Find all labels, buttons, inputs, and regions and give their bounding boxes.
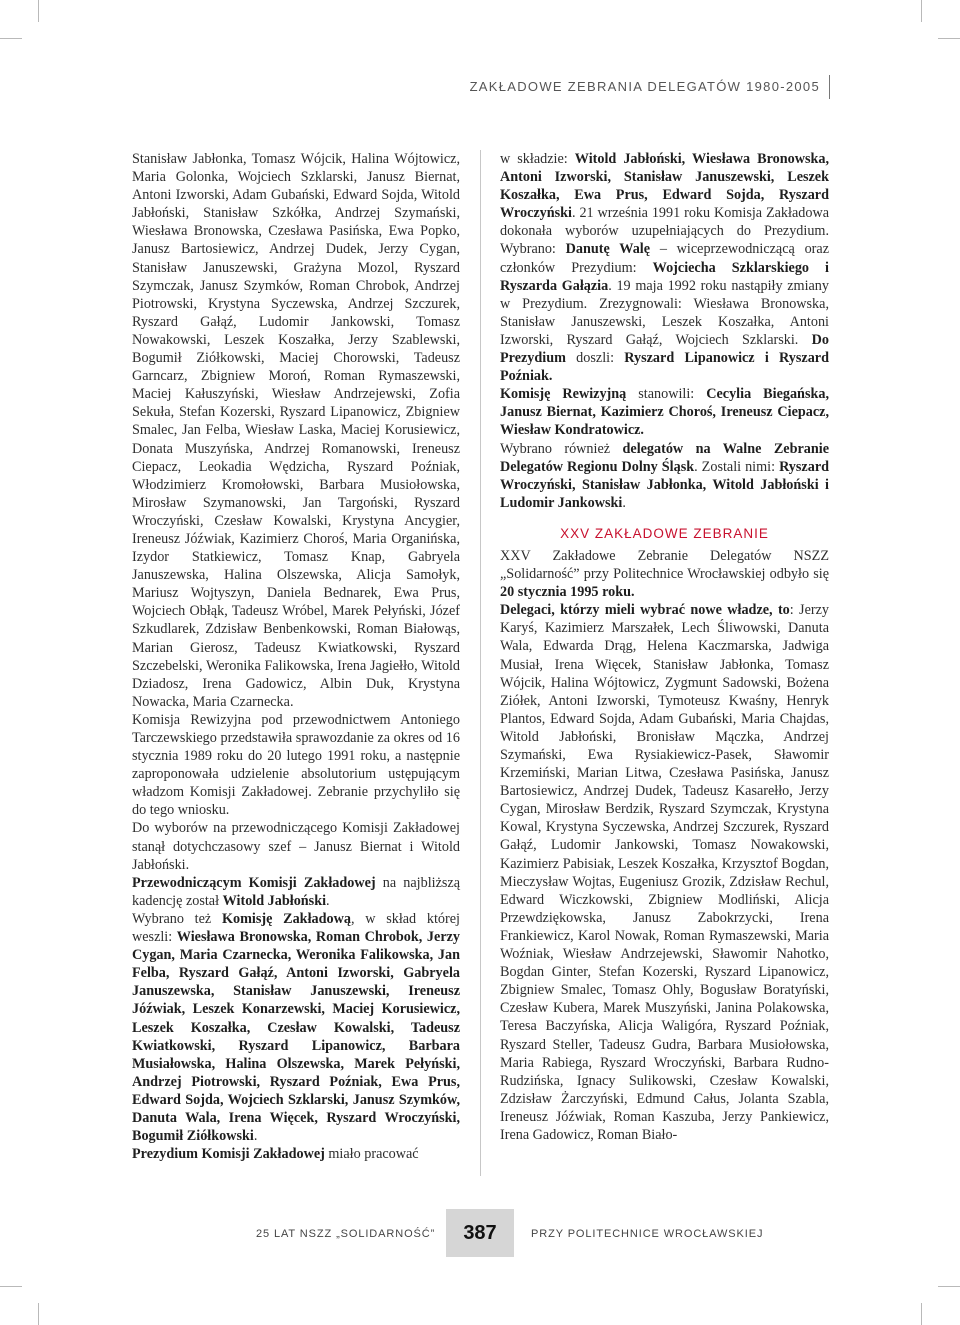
footer-right-text: PRZY POLITECHNICE WROCŁAWSKIEJ [531, 1228, 764, 1240]
meeting-date-paragraph [500, 547, 829, 601]
body-text: . [622, 494, 626, 511]
right-column [500, 150, 829, 1144]
body-text: . [253, 1128, 258, 1145]
body-text: XXV Zakładowe Zebranie Delegatów NSZZ „Solidarność” przy Politechnice Wrocławskiej odbyło się [500, 547, 829, 583]
bold-text: Prezydium Komisji Zakładowej [132, 1146, 325, 1163]
bold-text: delegatów na Walne Zebranie Delegatów Regionu Dolny Śląsk [500, 440, 829, 475]
bold-text: Wiesława Bronowska, Roman Chrobok, Jerzy Cygan, Maria Czarnecka, Weronika Falikowska, Jan Felba, Ryszard Gałąź, Antoni Izworski, Gabryela Januszewska, Stanisław Januszewski, Ireneusz Jóźwiak, Leszek Konarzewski, Maciej Korusiewicz, Leszek Koszałka, Czesław Kowalski, Tadeusz Kwiatkowski, Ryszard Lipanowicz, Barbara Musiałowska, Halina Olszewska, Marek Pełyński, Andrzej Piotrowski, Ryszard Poźniak, Ewa Prus, Edward Sojda, Wojciech Szklarski, Janusz Szymków, Danuta Wala, Irena Więcek, Ryszard Wroczyński, Bogumił Ziółkowski [132, 929, 461, 1145]
section-heading: XXV ZAKŁADOWE ZEBRANIE [560, 525, 769, 541]
presidium-paragraph [132, 1145, 460, 1163]
chair-election-paragraph: Do wyborów na przewodniczącego Komisji Zakładowej stanął dotychczasowy szef – Janusz Biernat i Witold Jabłoński. [132, 820, 460, 873]
crop-mark [0, 38, 22, 39]
body-text: – wiceprzewodniczącą oraz członków Prezydium: [500, 241, 829, 276]
body-text: stanowili: [626, 386, 707, 403]
bold-text: Cecylia Biegańska, Janusz Biernat, Kazimierz Choroś, Ireneusz Ciepacz, Wiesław Kondratowicz. [500, 386, 829, 439]
bold-text: Przewodniczącym Komisji Zakładowej [132, 874, 376, 891]
header-divider [829, 75, 830, 99]
bold-text: Ryszard Lipanowicz i Ryszard Poźniak. [500, 350, 829, 385]
left-column [132, 150, 460, 1163]
presidium-members-paragraph [500, 150, 829, 385]
crop-mark [921, 1303, 922, 1325]
body-text: miało pracować [324, 1146, 419, 1163]
delegates-1995-paragraph [500, 601, 829, 1144]
audit-members-paragraph [500, 385, 829, 439]
audit-committee-paragraph: Komisja Rewizyjna pod przewodnictwem Antoniego Tarczewskiego przedstawiła sprawozdanie za okres od 16 stycznia 1989 roku do 20 lutego 1991 roku, a następnie zaproponowała udzielenie absolutorium ustępującym władzom Komisji Zakładowej. Zebranie przychyliło się do tego wniosku. [132, 711, 460, 819]
bold-text: Witold Jabłoński, Wiesława Bronowska, Antoni Izworski, Stanisław Januszewski, Leszek Koszałka, Ewa Prus, Edward Sojda, Ryszard Wroczyński [500, 151, 830, 222]
crop-mark [0, 1286, 22, 1287]
bold-text: Ryszard Wroczyński, Stanisław Jabłonka, Witold Jabłoński i Ludomir Jankowski [500, 458, 830, 511]
bold-text: Komisję Zakładową [221, 910, 351, 927]
body-text: . 21 września 1991 roku Komisja Zakładowa dokonała wyborów uzupełniających do Prezydium. Wybrano: [500, 205, 829, 258]
bold-text: Delegaci, którzy mieli wybrać nowe władze, to [500, 602, 790, 619]
crop-mark [38, 1303, 39, 1325]
delegates-list-paragraph: Stanisław Jabłonka, Tomasz Wójcik, Halina Wójtowicz, Maria Golonka, Wojciech Szklarski, Janusz Biernat, Antoni Izworski, Adam Gubański, Edward Sojda, Witold Jabłoński, Stanisław Szkółka, Andrzej Szymański, Wiesława Bronowska, Czesława Pasińska, Ewa Popko, Janusz Bartosiewicz, Andrzej Dudek, Jerzy Cygan, Stanisław Januszewski, Grażyna Mozol, Ryszard Szymczak, Janusz Szymków, Roman Chrobok, Andrzej Piotrowski, Krystyna Syczewska, Andrzej Szczurek, Ryszard Gałąź, Ludomir Jankowski, Tomasz Nowakowski, Leszek Koszałka, Jerzy Szablewski, Bogumił Ziółkowski, Maciej Chorowski, Tadeusz Garncarz, Zbigniew Moroń, Roman Rymaszewski, Maciej Kałuszyński, Wiesław Andrzejewski, Zofia Sekuła, Stefan Kozerski, Ryszard Lipanowicz, Zbigniew Smalec, Jan Felba, Wiesław Laska, Maciej Korusiewicz, Donata Muszyńska, Andrzej Romanowski, Ireneusz Ciepacz, Leokadia Wędzicha, Ryszard Poźniak, Włodzimierz Kromołowski, Barbara Musiołowska, Mirosław Szymanowski, Jan Targoński, Ryszard Wroczyński, Czesław Kowalski, Krystyna Ancygier, Ireneusz Jóźwiak, Kazimierz Choroś, Maria Organińska, Izydor Statkiewicz, Tomasz Knap, Gabryela Januszewska, Halina Olszewska, Alicja Samołyk, Mariusz Wojtyszyn, Daniela Bednarek, Ewa Prus, Wojciech Obłąk, Tadeusz Wróbel, Marek Pełyński, Józef Szkudlarek, Zdzisław Benbenkowski, Roman Białowąs, Marian Gierosz, Tadeusz Kwiatkowski, Ryszard Szczebelski, Weronika Falikowska, Irena Jagiełło, Witold Dziadosz, Irena Gadowicz, Albin Duk, Krystyna Nowacka, Maria Czarnecka. [132, 151, 460, 710]
crop-mark [938, 1286, 960, 1287]
bold-text: 20 stycznia 1995 roku. [500, 584, 635, 601]
committee-members-paragraph [132, 910, 460, 1145]
body-text: . [326, 892, 330, 909]
crop-mark [38, 0, 39, 22]
chair-result-paragraph [132, 874, 460, 910]
body-text: . 19 maja 1992 roku nastąpiły zmiany w Prezydium. Zrezygnowali: Wiesława Bronowska, Stanisław Januszewski, Leszek Koszałka, Antoni Izworski, Ryszard Gałąź, Wojciech Szklarski. [500, 277, 829, 348]
crop-mark [921, 0, 922, 22]
bold-text: Wojciecha Szklarskiego i Ryszarda Gałązia [500, 259, 829, 294]
footer-left-text: 25 LAT NSZZ „SOLIDARNOŚĆ” [256, 1228, 436, 1240]
column-divider [480, 150, 481, 1176]
bold-text: Danutę Walę [565, 241, 651, 258]
body-text: na najbliższą kadencję został [132, 874, 460, 909]
bold-text: Do Prezydium [500, 331, 829, 367]
body-text: doszli: [565, 350, 625, 367]
page-number: 387 [446, 1209, 514, 1257]
body-text: . Zostali nimi: [694, 458, 780, 475]
bold-text: Witold Jabłoński [222, 892, 327, 909]
running-header: ZAKŁADOWE ZEBRANIA DELEGATÓW 1980-2005 [469, 79, 820, 94]
crop-mark [938, 38, 960, 39]
body-text: Wybrano też [132, 910, 222, 927]
body-text: Wybrano również [500, 440, 623, 457]
body-text: , w skład której weszli: [132, 910, 460, 946]
regional-delegates-paragraph [500, 440, 829, 512]
bold-text: Komisję Rewizyjną [500, 386, 627, 403]
body-text: : Jerzy Karyś, Kazimierz Marszałek, Lech Śliwowski, Danuta Wala, Edwarda Drąg, Helena Kaczmarska, Jadwiga Musiał, Irena Więcek, Stanisław Jabłonka, Tomasz Wójcik, Halina Wójtowicz, Zygmunt Sadowski, Bożena Ziółek, Antoni Izworski, Tymoteusz Kwaśny, Henryk Plantos, Edward Sojda, Adam Gubański, Maria Chajdas, Witold Jabłoński, Bronisław Mączka, Andrzej Szymański, Ewa Rysiakiewicz-Pasek, Sławomir Krzemiński, Marian Litwa, Czesława Pasińska, Janusz Bartosiewicz, Andrzej Dudek, Tadeusz Kasarełło, Jerzy Cygan, Mirosław Berdzik, Ryszard Szymczak, Krystyna Kowal, Krystyna Syczewska, Andrzej Szczurek, Ryszard Gałąź, Ludomir Jankowski, Tomasz Nowakowski, Kazimierz Pabisiak, Leszek Koszałka, Krzysztof Bogdan, Mieczysław Wojtas, Eugeniusz Grozik, Zdzisław Rechul, Edward Wiczkowski, Zbigniew Modliński, Alicja Przewdziękowska, Janusz Zabokrzycki, Irena Frankiewicz, Karol Nowak, Roman Rymaszewski, Maria Woźniak, Wiesław Andrzejewski, Sławomir Nahotko, Bogdan Ginter, Stefan Kozerski, Ryszard Lipanowicz, Zbigniew Smalec, Tomasz Ohly, Bogusław Boratyński, Czesław Kubera, Marek Muszyński, Janina Polakowska, Teresa Baczyńska, Alicja Waligóra, Ryszard Poźniak, Ryszard Steller, Tadeusz Gudra, Barbara Musiołowska, Maria Rabiega, Ryszard Wroczyński, Barbara Rudno-Rudzińska, Ignacy Sulikowski, Czesław Kowalski, Zdzisław Żarczyński, Edmund Całus, Jolanta Szabla, Ireneusz Jóźwiak, Roman Kaszuba, Jerzy Pankiewicz, Irena Gadowicz, Roman Biało- [500, 602, 829, 1143]
body-text: w składzie: [500, 151, 575, 167]
